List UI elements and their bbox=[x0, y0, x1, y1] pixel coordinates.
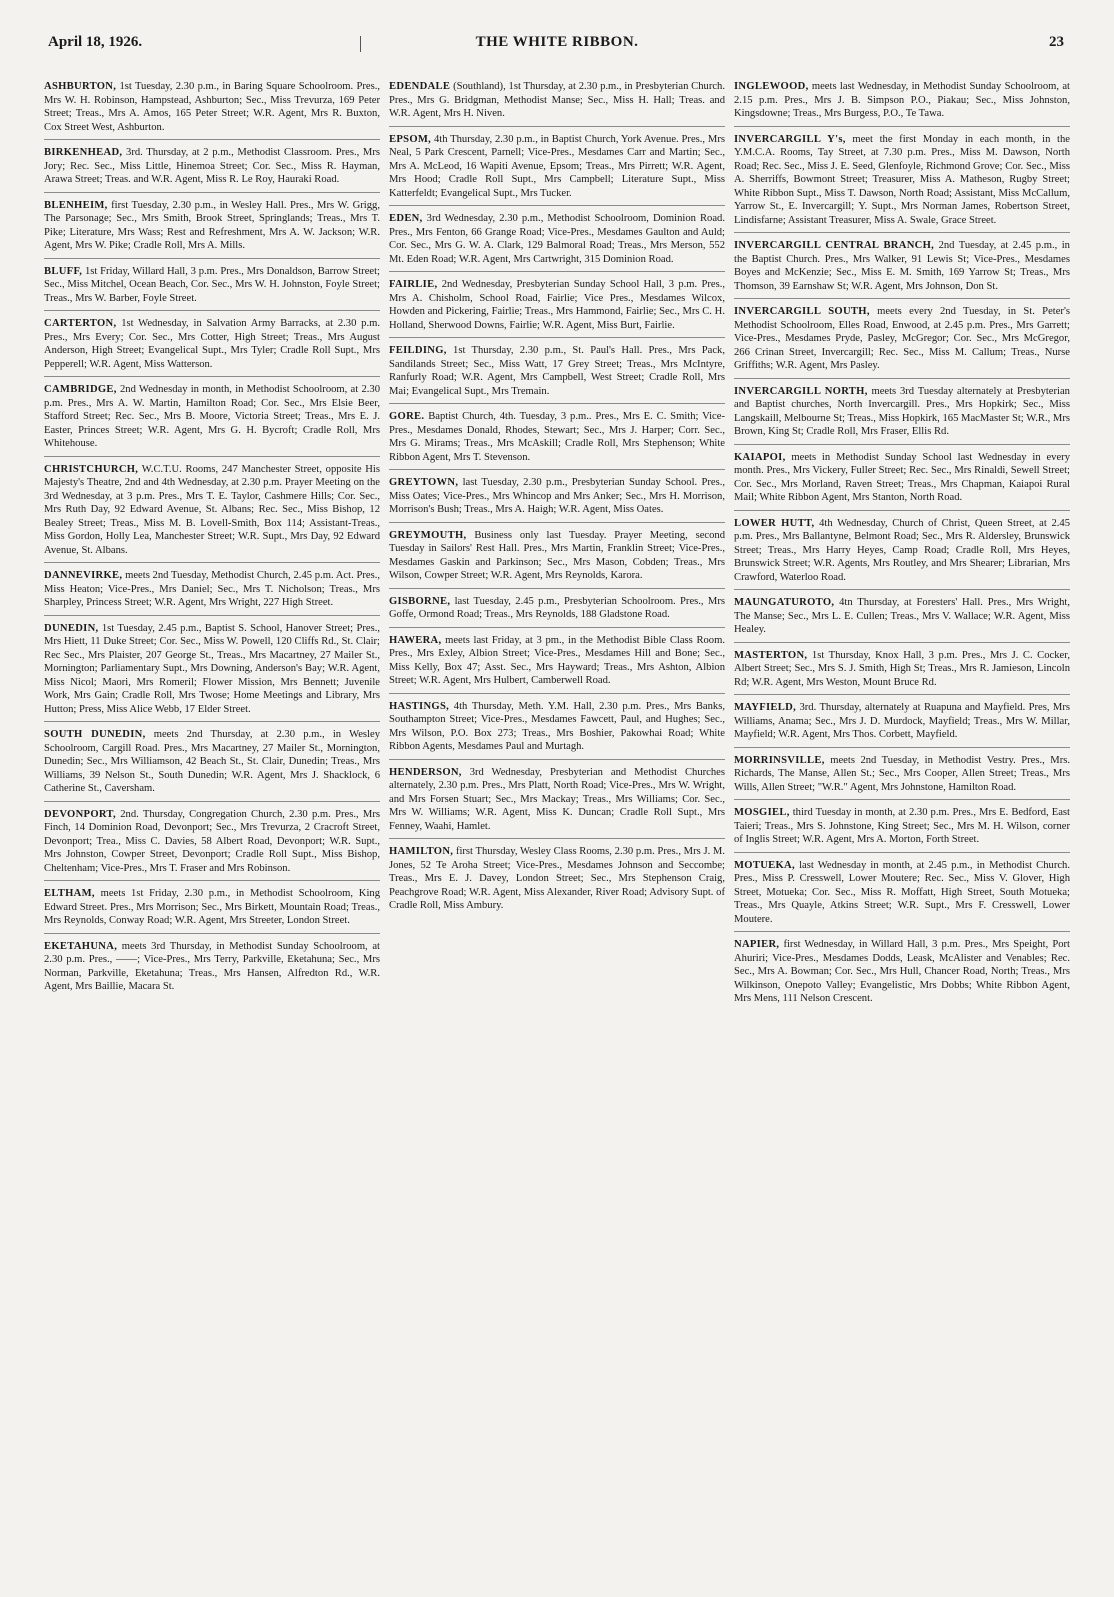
branch-entry bbox=[734, 859, 1070, 933]
column-2 bbox=[389, 80, 725, 924]
branch-details: meets 2nd Tuesday, in Methodist Vestry. Pres., Mrs. Richards, The Manse, Allen St.; Sec., Mrs Cooper, Allen Street; Treas., Mrs Wills, Allen Street; "W.R." Agent, Mrs Johnstone, Hamilton Road. bbox=[734, 754, 1070, 793]
branch-name: GREYTOWN, bbox=[389, 477, 459, 488]
branch-details: (Southland), 1st Thursday, at 2.30 p.m., in Presbyterian Church. Pres., Mrs G. Bridgman, Methodist Manse; Sec., Miss H. Hall; Treas. and W.R. Agent, Mrs H. Niven. bbox=[389, 81, 725, 119]
branch-details: meets 1st Friday, 2.30 p.m., in Methodist Schoolroom, King Edward Street. Pres., Mrs Morrison; Sec., Mrs Birkett, Mountain Road; Treas., Mrs Reynolds, Conway Road; W.R. Agent, Mrs Streeter, London Street. bbox=[44, 888, 380, 926]
branch-entry bbox=[734, 596, 1070, 643]
branch-details: meets 3rd Tuesday alternately at Presbyterian and Baptist churches, North Invercargill. Pres., Mrs Hopkirk; Sec., Miss Langskaill, Melbourne St; Treas., Miss Hopkirk, 165 MacMaster St; W.R., Mrs Brown, King St; Cradle Roll, Mrs Fraser, Ellis Rd. bbox=[734, 385, 1070, 437]
branch-details: meets 3rd Thursday, in Methodist Sunday Schoolroom, at 2.30 p.m. Pres., ——; Vice-Pres., Mrs Terry, Parkville, Eketahuna; Sec., Mrs Norman, Parkville, Eketahuna; Treas., Mrs Hansen, Alfredton Rd., W.R. Agent, Mrs Baillie, Macara St. bbox=[44, 940, 380, 992]
branch-name: INVERCARGILL NORTH, bbox=[734, 385, 868, 397]
branch-entry bbox=[44, 940, 380, 999]
branch-name: GREYMOUTH, bbox=[389, 529, 467, 541]
branch-details: 1st Tuesday, 2.30 p.m., in Baring Square Schoolroom. Pres., Mrs W. H. Robinson, Hampstead, Ashburton; Sec., Miss Trevurza, 169 Peter Street; Treas., Mrs A. Amos, 165 Peter Street; W.R. Agent, Mrs R. Buxton, Cox Street West, Ashburton. bbox=[44, 81, 380, 133]
branch-entry bbox=[44, 808, 380, 882]
branch-name: BLUFF, bbox=[44, 265, 83, 277]
branch-details: 3rd. Thursday, at 2 p.m., Methodist Classroom. Pres., Mrs Jory; Rec. Sec., Miss Little, Hinemoa Street; Cor. Sec., Miss R. Hayman, Arawa Street; Treas. and W.R. Agent, Miss R. Le Roy, Hauraki Road. bbox=[44, 147, 380, 185]
branch-details: first Wednesday, in Willard Hall, 3 p.m. Pres., Mrs Speight, Port Ahuriri; Vice-Pres., Mesdames Dodds, Leask, McAlister and Venables; Rec. Sec., Mrs A. Bowman; Cor. Sec., Mrs Hull, Chancer Road, North; Treas., Mrs Wilkinson, Onepoto Valley; Evangelistic, Mrs Dobbs; White Ribbon Agent, Mrs Mens, 111 Nelson Crescent. bbox=[734, 939, 1070, 1004]
branch-entry bbox=[389, 634, 725, 694]
branch-details: 4th Thursday, Meth. Y.M. Hall, 2.30 p.m. Pres., Mrs Banks, Southampton Street; Vice-Pres., Mesdames Fawcett, Paul, and Hughes; Sec., Mrs Wilson, P.O. Box 273; Treas., Mrs Boshier, Pakowhai Road; White Ribbon Agents, Mesdames Paul and Murtagh. bbox=[389, 700, 725, 752]
branch-details: last Tuesday, 2.30 p.m., Presbyterian Sunday School. Pres., Miss Oates; Vice-Pres., Mrs Whincop and Mrs Anker; Sec., Mrs H. Morrison, Morrison's Bush; Treas., Mrs A. Haigh; W.R. Agent, Miss Oates. bbox=[389, 477, 725, 515]
branch-entry bbox=[44, 463, 380, 564]
branch-name: SOUTH DUNEDIN, bbox=[44, 729, 146, 740]
branch-details: meets in Methodist Sunday School last Wednesday in every month. Pres., Mrs Vickery, Fuller Street; Rec. Sec., Mrs Rinaldi, Sewell Street; Cor. Sec., Mrs Morland, Raven Street; Treas., Mrs Chapman, Kaiapoi Rural Mail; White Ribbon Agent, Mrs Stanton, North Road. bbox=[734, 451, 1070, 503]
branch-name: FAIRLIE, bbox=[389, 279, 438, 290]
branch-name: DUNEDIN, bbox=[44, 622, 99, 634]
branch-entry bbox=[389, 410, 725, 470]
branch-details: 1st Tuesday, 2.45 p.m., Baptist S. School, Hanover Street; Pres., Mrs Hiett, 11 Duke Street; Cor. Sec., Miss W. Powell, 120 Cliffs Rd., St. Clair; Rec Sec., Mrs Plaister, 207 George St., Treas., Mrs Macartney, 27 Mailer St., Mornington; Parliamentary Supt., Mrs Downing, Anderson's Bay; W.R. Agent, Miss Nicol; Maori, Mrs Romeril; Flower Mission, Mrs Bennett; Juvenile Work, Mrs Gain; Cradle Roll, Mrs Twose; Home Meetings and Library, Mrs Hutton; Press, Miss Alice Webb, 17 Elder Street. bbox=[44, 622, 380, 715]
branch-name: EPSOM, bbox=[389, 133, 432, 145]
branch-name: GORE. bbox=[389, 411, 425, 422]
branch-details: Business only last Tuesday. Prayer Meeting, second Tuesday in Sailors' Rest Hall. Pres., Mrs Martin, Franklin Street; Vice-Pres., Mesdames Gaskin and Parkinson; Sec., Mrs Mason, Cobden; Treas., Mrs Wilson, Cowper Street; W.R. Agent, Mrs Reynolds, Karora. bbox=[389, 529, 725, 581]
branch-entry bbox=[44, 265, 380, 312]
branch-name: MAUNGATUROTO, bbox=[734, 597, 835, 608]
branch-name: EDENDALE bbox=[389, 81, 451, 92]
branch-details: meet the first Monday in each month, in the Y.M.C.A. Rooms, Tay Street, at 7.30 p.m. Pres., Miss M. Dawson, North Road; Rec. Sec., Miss J. E. Seed, Glenfoyle, Richmond Grove; Cor. Sec., Miss A. Sherriffs, Bowmont Street; Treasurer, Miss A. Matheson, Rugby Street; White Ribbon Supt., Miss T. Dawson, North Road; Assistant, Miss McCallum, Yarrow St., E. Invercargill; Y. Supt., Mrs Norman James, Robertson Street, Lindisfarne; Assistant Treasurer, Miss A. Swale, Grace Street. bbox=[734, 133, 1070, 226]
column-1 bbox=[44, 80, 380, 1005]
branch-name: HAMILTON, bbox=[389, 846, 454, 857]
branch-details: 2nd. Thursday, Congregation Church, 2.30 p.m. Pres., Mrs Finch, 14 Dominion Road, Devonport; Sec., Mrs Trevurza, 2 Cracroft Street, Devonport; Trea., Miss C. Davies, 58 Albert Road, Devonport; W.R. Supt., Mrs Johnston, Cowper Street, Devonport; Cradle Roll Supt., Miss Bishop, Cheltenham; Vice-Pres., Mrs T. Fraser and Mrs Robinson. bbox=[44, 808, 380, 874]
branch-entry bbox=[44, 569, 380, 616]
branch-entry bbox=[389, 212, 725, 272]
branch-name: HENDERSON, bbox=[389, 766, 462, 778]
branch-entry bbox=[389, 476, 725, 523]
branch-entry bbox=[734, 806, 1070, 853]
branch-details: 4th Wednesday, Church of Christ, Queen Street, at 2.45 p.m. Pres., Mrs Ballantyne, Belmont Road; Sec., Mrs R. Aldersley, Brunswick Street; Treas., Mrs Harry Heyes, Camp Road; Cradle Roll, Mrs Heyes, Brunswick Street; W.R. Agents, Mrs Routley, and Mrs Shearer; Librarian, Mrs Crawford, Waterloo Road. bbox=[734, 517, 1070, 583]
branch-details: last Tuesday, 2.45 p.m., Presbyterian Schoolroom. Pres., Mrs Goffe, Ormond Road; Treas., Mrs Reynolds, 188 Gladstone Road. bbox=[389, 595, 725, 620]
masthead-title: THE WHITE RIBBON. bbox=[475, 34, 639, 50]
branch-name: MOSGIEL, bbox=[734, 807, 790, 818]
branch-entry bbox=[734, 701, 1070, 748]
branch-entry bbox=[734, 754, 1070, 801]
page-header bbox=[40, 34, 1074, 56]
branch-details: last Wednesday in month, at 2.45 p.m., in Methodist Church. Pres., Miss P. Cresswell, Lower Moutere; Rec. Sec., Miss V. Glover, High Street, Motueka; Cor. Sec., Miss R. Moffatt, High Street, South Motueka; Treas., Mrs Quayle, Atkins Street; W.R. Supt., Mrs F. Cresswell, Lower Moutere. bbox=[734, 859, 1070, 925]
branch-entry bbox=[389, 529, 725, 589]
branch-details: 1st Thursday, 2.30 p.m., St. Paul's Hall. Pres., Mrs Pack, Sandilands Street; Sec., Miss Watt, 17 Grey Street; Treas., Mrs McIntyre, Ranfurly Road; W.R. Agent, Mrs Campbell, West Street; Cradle Roll, Mrs Mai; Evangelical Supt., Mrs Tremain. bbox=[389, 345, 725, 397]
branch-name: INVERCARGILL SOUTH, bbox=[734, 306, 870, 317]
branch-entry bbox=[734, 239, 1070, 299]
branch-details: 4th Thursday, 2.30 p.m., in Baptist Church, York Avenue. Pres., Mrs Neal, 5 Park Crescent, Parnell; Vice-Pres., Mesdames Carr and Martin; Sec., Mrs A. McLeod, 16 Wapiti Avenue, Epsom; Treas., Mrs Pirrett; W.R. Agent, Mrs Hood; Cradle Roll Supt., Mrs Campbell; Literature Supt., Miss Katterfeldt; Evangelical Supt., Mrs Tucker. bbox=[389, 133, 725, 199]
branch-details: third Tuesday in month, at 2.30 p.m. Pres., Mrs E. Bedford, East Taieri; Treas., Mrs S. Johnstone, King Street; Sec., Mrs M. H. Wilson, corner of Inglis Street; W.R. Agent, Mrs A. Morton, Forth Street. bbox=[734, 807, 1070, 845]
branch-details: first Tuesday, 2.30 p.m., in Wesley Hall. Pres., Mrs W. Grigg, The Parsonage; Sec., Mrs Smith, Brook Street, Springlands; Treas., Mrs T. Pike; Literature, Mrs Wass; Rest and Refreshment, Mrs A. W. Jackson; W.R. Agent, Mrs W. Pike; Cradle Roll, Mrs A. Mills. bbox=[44, 199, 380, 251]
branch-name: CAMBRIDGE, bbox=[44, 384, 117, 395]
branch-name: FEILDING, bbox=[389, 345, 447, 356]
branch-name: INVERCARGILL Y's, bbox=[734, 133, 846, 145]
branch-details: 1st Friday, Willard Hall, 3 p.m. Pres., Mrs Donaldson, Barrow Street; Sec., Miss Mitchel, Ocean Beach, Cor. Sec., Mrs W. H. Johnston, Foyle Street; Treas., Mrs W. Barber, Foyle Street. bbox=[44, 265, 380, 304]
branch-name: INVERCARGILL CENTRAL BRANCH, bbox=[734, 240, 935, 251]
branch-details: meets every 2nd Tuesday, in St. Peter's Methodist Schoolroom, Elles Road, Enwood, at 2.45 p.m. Pres., Mrs Garrett; Vice-Pres., Mesdames Pryde, Pasley, McGregor; Cor. Sec., Mrs McGregor, 266 Crinan Street, Invercargill; Rec. Sec., Miss M. Callum; Treas., Nurse Griffiths; W.R. Agent, Mrs Pasley. bbox=[734, 306, 1070, 371]
branch-name: ASHBURTON, bbox=[44, 81, 117, 92]
issue-date: April 18, 1926. bbox=[48, 34, 143, 50]
branch-entry bbox=[44, 622, 380, 723]
branch-name: NAPIER, bbox=[734, 939, 780, 950]
branch-entry bbox=[734, 649, 1070, 696]
branch-name: DANNEVIRKE, bbox=[44, 570, 123, 581]
branch-entry bbox=[389, 80, 725, 127]
branch-name: EDEN, bbox=[389, 213, 423, 224]
branch-entry bbox=[389, 595, 725, 628]
branch-details: first Thursday, Wesley Class Rooms, 2.30 p.m. Pres., Mrs J. M. Jones, 52 Te Aroha Street; Vice-Pres., Mesdames Johnson and Seccombe; Treas., Mrs E. J. Davey, London Street; Sec., Mrs Stephenson Craig, Peachgrove Road; W.R. Agent, Miss Alexander, River Road; Advisory Supt. of Cradle Roll, Miss Ambury. bbox=[389, 846, 725, 911]
branch-name: HASTINGS, bbox=[389, 700, 450, 712]
branch-entry bbox=[734, 80, 1070, 127]
branch-name: ELTHAM, bbox=[44, 888, 95, 899]
branch-details: 4tn Thursday, at Foresters' Hall. Pres., Mrs Wright, The Manse; Sec., Mrs L. E. Cullen; Treas., Mrs V. Wallace; W.R. Agent, Miss Healey. bbox=[734, 597, 1070, 635]
branch-details: 3rd Wednesday, Presbyterian and Methodist Churches alternately, 2.30 p.m. Pres., Mrs Platt, North Road; Vice-Pres., Mrs W. Wright, and Mrs Forsen Stuart; Sec., Mrs Mackay; Treas., Mrs Williams; Cor. Sec., Mrs W. Williams; W.R. Agent, Miss K. Duncan; Cradle Roll Supt., Mrs Fenney, Waahi, Hamlet. bbox=[389, 766, 725, 832]
branch-name: KAIAPOI, bbox=[734, 451, 786, 463]
branch-name: MORRINSVILLE, bbox=[734, 754, 825, 766]
branch-name: MOTUEKA, bbox=[734, 859, 795, 871]
branch-details: Baptist Church, 4th. Tuesday, 3 p.m.. Pres., Mrs E. C. Smith; Vice-Pres., Mesdames Donald, Rhodes, Stewart; Sec., Mrs J. Harper; Corr. Sec., Mrs G. Mirams; Treas., Mrs McAskill; Cradle Roll, Mrs Stephenson; White Ribbon Agent, Mrs T. Stevenson. bbox=[389, 411, 725, 463]
branch-name: DEVONPORT, bbox=[44, 808, 116, 820]
branch-entry bbox=[389, 766, 725, 840]
branch-details: 2nd Wednesday, Presbyterian Sunday School Hall, 3 p.m. Pres., Mrs A. Chisholm, School Road, Fairlie; Vice Pres., Mesdames Wilcox, Howden and Pickering, Fairlie; Treas., Mrs Hammond, Fairlie; Sec., Mrs C. H. Holland, Sherwood Downs, Fairlie; W.R. Agent, Miss Burt, Fairlie. bbox=[389, 279, 725, 331]
branch-entry bbox=[389, 278, 725, 338]
branch-name: MASTERTON, bbox=[734, 649, 808, 661]
branch-details: 3rd Wednesday, 2.30 p.m., Methodist Schoolroom, Dominion Road. Pres., Mrs Fenton, 66 Grange Road; Vice-Pres., Mesdames Gaulton and Auld; Cor. Sec., Mrs G. W. A. Clark, 129 Balmoral Road; Treas., Mrs Merson, 552 Mt. Eden Road; W.R. Agent, Mrs Cartwright, 315 Dominion Road. bbox=[389, 213, 725, 265]
branch-name: CHRISTCHURCH, bbox=[44, 463, 139, 475]
branch-entry bbox=[389, 133, 725, 207]
branch-name: GISBORNE, bbox=[389, 595, 451, 607]
branch-name: EKETAHUNA, bbox=[44, 940, 118, 952]
branch-name: BLENHEIM, bbox=[44, 199, 108, 211]
branch-name: CARTERTON, bbox=[44, 318, 117, 329]
branch-entry bbox=[734, 451, 1070, 511]
branch-details: 1st Wednesday, in Salvation Army Barracks, at 2.30 p.m. Pres., Mrs Every; Cor. Sec., Mrs Cotter, High Street; Treas., Mrs August Anderson, High Street; Evangelical Supt., Mrs Tyler; Cradle Roll Supt., Mrs Pepperell; W.R. Agent, Miss Watterson. bbox=[44, 318, 380, 370]
branch-entry bbox=[44, 80, 380, 140]
branch-entry bbox=[44, 887, 380, 934]
branch-entry bbox=[44, 728, 380, 802]
branch-entry bbox=[389, 700, 725, 760]
branch-entry bbox=[389, 845, 725, 918]
branch-entry bbox=[734, 938, 1070, 1011]
branch-details: 1st Thursday, Knox Hall, 3 p.m. Pres., Mrs J. C. Cocker, Albert Street; Sec., Mrs S. J. Smith, High St; Treas., Mrs R. Jamieson, Lincoln Rd; W.R. Agent, Mrs Weston, Mount Bruce Rd. bbox=[734, 649, 1070, 688]
branch-name: LOWER HUTT, bbox=[734, 517, 815, 529]
branch-entry bbox=[44, 317, 380, 377]
branch-name: HAWERA, bbox=[389, 634, 442, 646]
branch-entry bbox=[734, 517, 1070, 591]
branch-name: INGLEWOOD, bbox=[734, 81, 809, 92]
branch-entry bbox=[734, 305, 1070, 379]
branch-details: meets last Friday, at 3 pm., in the Methodist Bible Class Room. Pres., Mrs Exley, Albion Street; Vice-Pres., Mesdames Hill and Bone; Sec., Miss Kelly, Box 47; Asst. Sec., Mrs Hayward; Treas., Mrs Ashton, Albion Street; W.R. Agent, Mrs Hulbert, Camberwell Road. bbox=[389, 634, 725, 686]
branch-name: MAYFIELD, bbox=[734, 702, 797, 713]
branch-details: meets 2nd Tuesday, Methodist Church, 2.45 p.m. Act. Pres., Miss Heaton; Vice-Pres., Mrs Daniel; Sec., Mrs T. Nicholson; Treas., Mrs Sharpley, Princess Street; W.R. Agent, Mrs Wright, 227 High Street. bbox=[44, 570, 380, 608]
branch-entry bbox=[44, 146, 380, 193]
column-3 bbox=[734, 80, 1070, 1017]
branch-details: 3rd. Thursday, alternately at Ruapuna and Mayfield. Pres, Mrs Williams, Anama; Sec., Mrs J. D. Murdock, Mayfield; Treas., Mrs W. Millar, Mayfield; W.R. Agent, Mrs Thos. Corbett, Mayfield. bbox=[734, 702, 1070, 740]
branch-details: W.C.T.U. Rooms, 247 Manchester Street, opposite His Majesty's Theatre, 2nd and 4th Wednesday, at 2.30 p.m. Prayer Meeting on the 3rd Wednesday, at 3 p.m. Pres., Mrs T. E. Taylor, Cashmere Hills; Cor. Sec., Mrs Ruth Day, 92 Edward Avenue, St. Albans; Rec. Sec., Miss Bishop, 12 Bealey Street; Treas., Miss M. B. Lovell-Smith, Box 114; Assistant-Treas., Miss Gordon, Holly Lea, Manchester Street; W.R. Supt., Mrs Day, 92 Edward Avenue, St. Albans. bbox=[44, 463, 380, 556]
branch-details: 2nd Wednesday in month, in Methodist Schoolroom, at 2.30 p.m. Pres., Mrs A. W. Martin, Hamilton Road; Cor. Sec., Mrs Elsie Beer, Stafford Street; Rec. Sec., Mrs B. Moore, Victoria Street; Treas., Mrs E. J. Easter, Princes Street; W.R. Agent, Mrs G. H. Bycroft; Cradle Roll, Mrs Whitehouse. bbox=[44, 384, 380, 449]
branch-entry bbox=[734, 385, 1070, 445]
page-number: 23 bbox=[1049, 34, 1064, 50]
branch-entry bbox=[44, 383, 380, 457]
branch-details: meets 2nd Thursday, at 2.30 p.m., in Wesley Schoolroom, Cargill Road. Pres., Mrs Macartney, 27 Mailer St., Mornington, Dunedin; Sec., Mrs Williamson, 42 Beach St., St. Clair, Dunedin; Treas., Mrs Williams, 39 Nelson St., South Dunedin; W.R. Agent, Mrs J. Shacklock, 6 Catherine St., Caversham. bbox=[44, 729, 380, 794]
branch-details: meets last Wednesday, in Methodist Sunday Schoolroom, at 2.15 p.m. Pres., Mrs J. B. Simpson P.O., Piakau; Sec., Miss Johnston, Kingsdowne; Treas., Mrs Burgess, P.O., Te Tawa. bbox=[734, 81, 1070, 119]
branch-entry bbox=[389, 344, 725, 404]
branch-entry bbox=[734, 133, 1070, 234]
branch-entry bbox=[44, 199, 380, 259]
branch-name: BIRKENHEAD, bbox=[44, 147, 123, 158]
branch-details: 2nd Tuesday, at 2.45 p.m., in the Baptist Church. Pres., Mrs Walker, 91 Lewis St; Vice-Pres., Mesdames Boyes and McKenzie; Sec., Miss E. M. Smith, 169 Yarrow St; Treas., Mrs Thomson, 39 Earnshaw St; W.R. Agent, Mrs Johnson, Don St. bbox=[734, 240, 1070, 292]
